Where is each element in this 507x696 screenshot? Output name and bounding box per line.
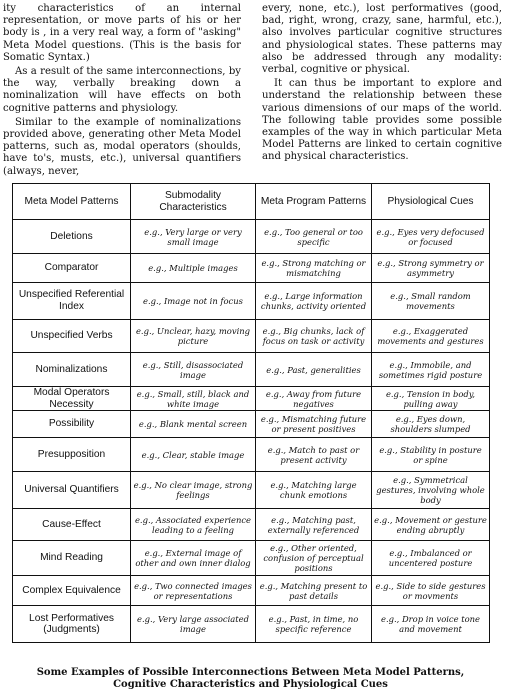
- paragraph: It can thus be important to explore and understand the relationship between these various dimensions of our maps of the world. The following table provides some possible examples of the way in which particular Meta Model Patterns are linked to certain cognitive and physical characteristics.: [262, 78, 502, 163]
- submodality-cell: e.g., Associated experience leading to a feeling: [131, 509, 256, 541]
- paragraph: every, none, etc.), lost performatives (good, bad, right, wrong, crazy, sane, harmful, etc.), also involves particular cognitive structures and physiological states. These patterns may also be addressed through any modality: verbal, cognitive or physical.: [262, 3, 502, 76]
- submodality-cell: e.g., Two connected images or representations: [131, 576, 256, 606]
- table-row: [13, 353, 490, 387]
- pattern-cell: Deletions: [13, 220, 131, 254]
- meta-program-cell: e.g., Large information chunks, activity oriented: [256, 283, 372, 320]
- pattern-cell: Universal Quantifiers: [13, 472, 131, 509]
- submodality-cell: e.g., Unclear, hazy, moving picture: [131, 320, 256, 353]
- physiological-cell: e.g., Movement or gesture ending abruptly: [372, 509, 490, 541]
- physiological-cell: e.g., Exaggerated movements and gestures: [372, 320, 490, 353]
- table-row: [13, 411, 490, 438]
- physiological-cell: e.g., Strong symmetry or asymmetry: [372, 254, 490, 283]
- meta-program-cell: e.g., Big chunks, lack of focus on task or activity: [256, 320, 372, 353]
- meta-program-cell: e.g., Past, in time, no specific reference: [256, 606, 372, 643]
- table-row: [13, 320, 490, 353]
- physiological-cell: e.g., Imbalanced or uncentered posture: [372, 541, 490, 576]
- pattern-cell: Nominalizations: [13, 353, 131, 387]
- physiological-cell: e.g., Drop in voice tone and movement: [372, 606, 490, 643]
- table-row: [13, 438, 490, 472]
- table-row: [13, 283, 490, 320]
- physiological-cell: e.g., Small random movements: [372, 283, 490, 320]
- submodality-cell: e.g., Still, disassociated image: [131, 353, 256, 387]
- physiological-cell: e.g., Symmetrical gestures, involving whole body: [372, 472, 490, 509]
- meta-program-cell: e.g., Away from future negatives: [256, 387, 372, 411]
- submodality-cell: e.g., Small, still, black and white image: [131, 387, 256, 411]
- paragraph: ity characteristics of an internal representation, or move parts of his or her body is , in a very real way, a form of "asking" Meta Model questions. (This is the basis for Somatic Syntax.): [3, 3, 241, 63]
- table-header-row: [13, 184, 490, 220]
- table-row: [13, 387, 490, 411]
- meta-program-cell: e.g., Mismatching future or present positives: [256, 411, 372, 438]
- submodality-cell: e.g., External image of other and own inner dialog: [131, 541, 256, 576]
- pattern-cell: Complex Equivalence: [13, 576, 131, 606]
- physiological-cell: e.g., Immobile, and sometimes rigid posture: [372, 353, 490, 387]
- submodality-cell: e.g., Multiple images: [131, 254, 256, 283]
- table-row: [13, 576, 490, 606]
- column-header: Meta Model Patterns: [13, 184, 131, 220]
- paragraph: Similar to the example of nominalizations provided above, generating other Meta Model patterns, such as, modal operators (shoulds, have to's, musts, etc.), universal quantifiers (always, never,: [3, 116, 241, 177]
- pattern-cell: Unspecified Referential Index: [13, 283, 131, 320]
- pattern-cell: Comparator: [13, 254, 131, 283]
- meta-model-table: [12, 183, 490, 643]
- table-row: [13, 254, 490, 283]
- submodality-cell: e.g., Blank mental screen: [131, 411, 256, 438]
- pattern-cell: Modal Operators Necessity: [13, 387, 131, 411]
- table-row: [13, 509, 490, 541]
- body-text-right-column: [262, 3, 502, 164]
- meta-program-cell: e.g., Past, generalities: [256, 353, 372, 387]
- table-caption: Some Examples of Possible Interconnections Between Meta Model Patterns, Cognitive Characteristics and Physiological Cues: [36, 667, 465, 690]
- pattern-cell: Mind Reading: [13, 541, 131, 576]
- column-header: Meta Program Patterns: [256, 184, 372, 220]
- submodality-cell: e.g., Very large or very small image: [131, 220, 256, 254]
- pattern-cell: Unspecified Verbs: [13, 320, 131, 353]
- pattern-cell: Possibility: [13, 411, 131, 438]
- table-row: [13, 541, 490, 576]
- physiological-cell: e.g., Side to side gestures or movments: [372, 576, 490, 606]
- meta-program-cell: e.g., Match to past or present activity: [256, 438, 372, 472]
- column-header: Physiological Cues: [372, 184, 490, 220]
- submodality-cell: e.g., Clear, stable image: [131, 438, 256, 472]
- physiological-cell: e.g., Eyes down, shoulders slumped: [372, 411, 490, 438]
- table-row: [13, 606, 490, 643]
- table-row: [13, 472, 490, 509]
- paragraph: As a result of the same interconnections, by the way, verbally breaking down a nominalization will have effects on both cognitive patterns and physiology.: [3, 66, 241, 114]
- meta-program-cell: e.g., Matching large chunk emotions: [256, 472, 372, 509]
- pattern-cell: Cause-Effect: [13, 509, 131, 541]
- body-text-left-column: [3, 3, 241, 178]
- pattern-cell: Lost Performatives (Judgments): [13, 606, 131, 643]
- physiological-cell: e.g., Tension in body, pulling away: [372, 387, 490, 411]
- table-row: [13, 220, 490, 254]
- meta-program-cell: e.g., Matching past, externally referenced: [256, 509, 372, 541]
- meta-program-cell: e.g., Other oriented, confusion of perceptual positions: [256, 541, 372, 576]
- submodality-cell: e.g., Image not in focus: [131, 283, 256, 320]
- submodality-cell: e.g., Very large associated image: [131, 606, 256, 643]
- physiological-cell: e.g., Stability in posture or spine: [372, 438, 490, 472]
- table-body: [13, 220, 490, 643]
- physiological-cell: e.g., Eyes very defocused or focused: [372, 220, 490, 254]
- submodality-cell: e.g., No clear image, strong feelings: [131, 472, 256, 509]
- meta-program-cell: e.g., Too general or too specific: [256, 220, 372, 254]
- meta-program-cell: e.g., Strong matching or mismatching: [256, 254, 372, 283]
- pattern-cell: Presupposition: [13, 438, 131, 472]
- meta-program-cell: e.g., Matching present to past details: [256, 576, 372, 606]
- column-header: Submodality Characteristics: [131, 184, 256, 220]
